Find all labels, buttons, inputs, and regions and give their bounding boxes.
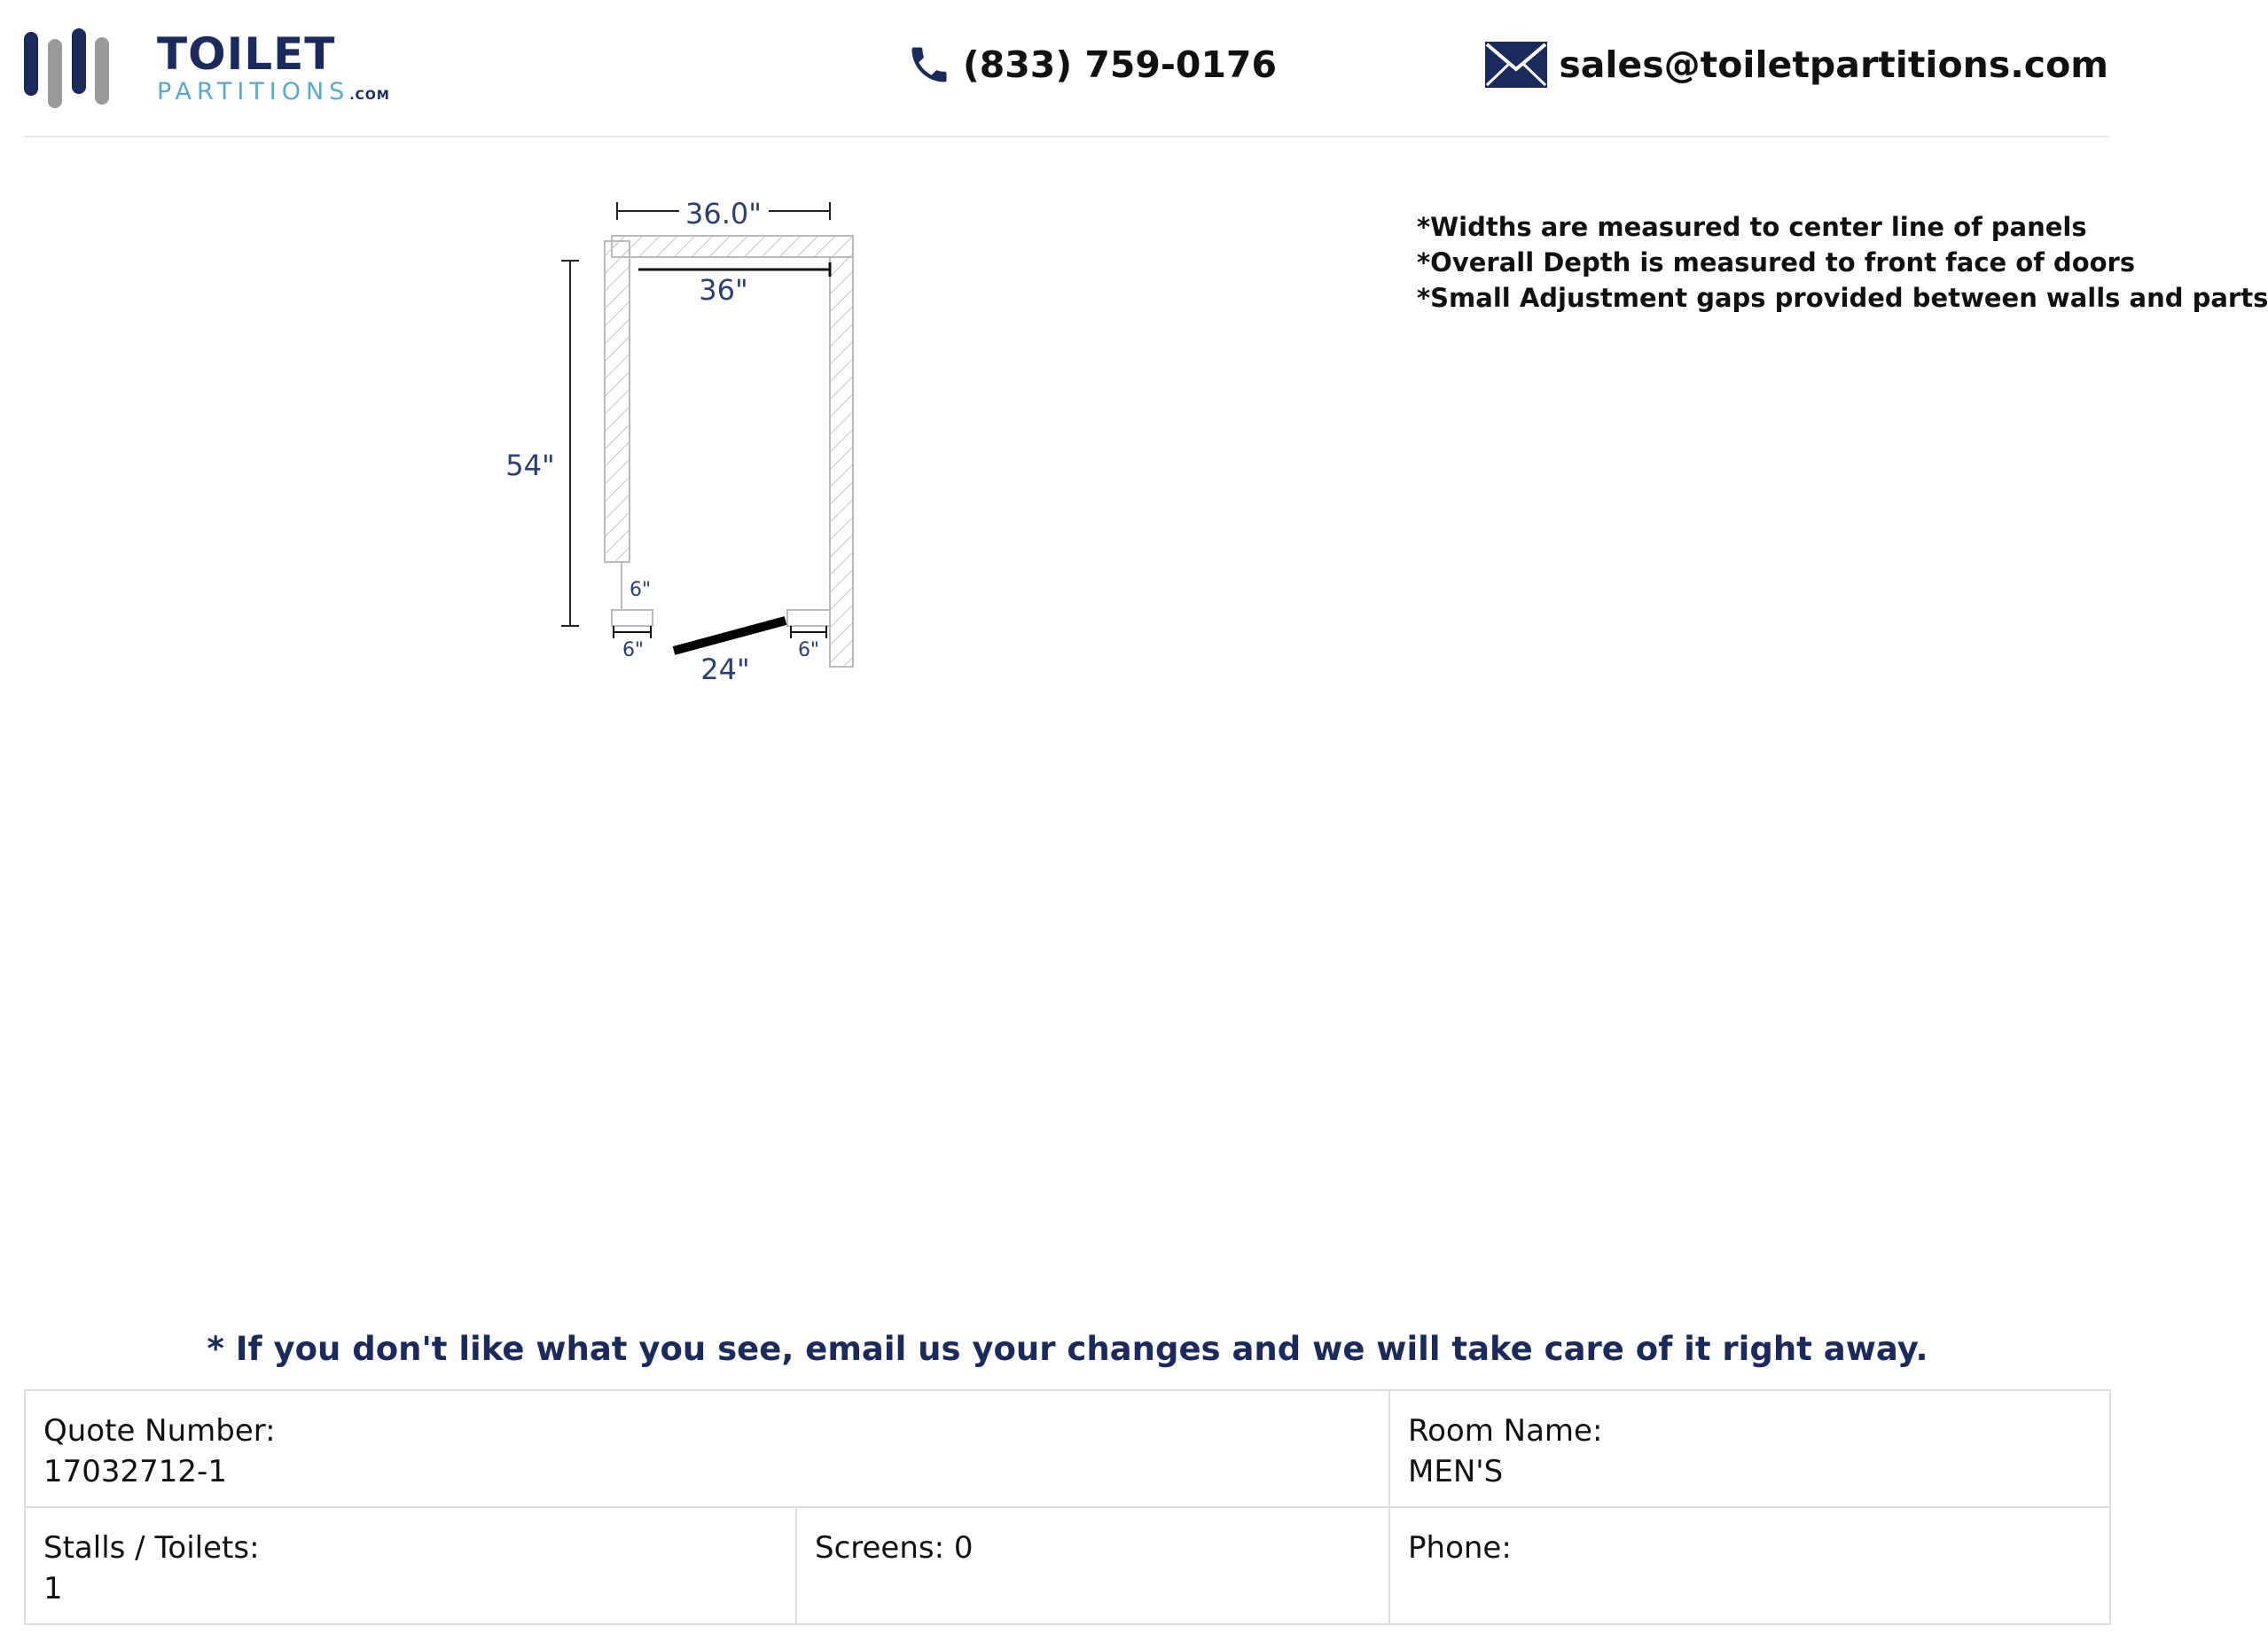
room-name-label: Room Name: <box>1408 1413 1603 1449</box>
room-name-value: MEN'S <box>1408 1454 1504 1489</box>
pilaster-gap-label: 6" <box>630 579 652 601</box>
right-pilaster <box>787 610 830 626</box>
quote-number-value: 17032712-1 <box>43 1454 227 1489</box>
phone-link[interactable] <box>906 41 1277 89</box>
quote-info-table <box>24 1389 2111 1625</box>
stalls-cell <box>25 1507 796 1624</box>
room-name-cell <box>1389 1390 2110 1507</box>
change-request-message: * If you don't like what you see, email us your changes and we will take care of it right away. <box>207 1330 1928 1368</box>
logo-word-toilet: TOILET <box>157 28 336 80</box>
phone-icon <box>906 41 952 89</box>
logo-suffix: .COM <box>349 89 390 103</box>
quote-number-cell <box>25 1390 1389 1507</box>
stall-drawing <box>0 0 887 709</box>
quote-number-label: Quote Number: <box>43 1413 276 1449</box>
phone-number: (833) 759-0176 <box>963 43 1278 86</box>
left-panel <box>605 241 630 562</box>
overall-width-label: 36.0" <box>685 197 762 231</box>
phone-cell <box>1389 1507 2110 1624</box>
note-line: *Widths are measured to center line of panels <box>1417 212 2087 242</box>
envelope-icon <box>1484 41 1548 89</box>
door <box>674 621 786 651</box>
email-address: sales@toiletpartitions.com <box>1559 43 2108 86</box>
screens-cell <box>796 1507 1389 1624</box>
right-pilaster-label: 6" <box>797 639 820 661</box>
measurement-notes <box>1417 209 2268 316</box>
right-wall <box>830 257 853 667</box>
left-pilaster-label: 6" <box>622 639 645 661</box>
logo-word-partitions-text: PARTITIONS <box>157 78 350 106</box>
note-line: *Small Adjustment gaps provided between walls and parts <box>1417 283 2268 313</box>
door-width-label: 24" <box>700 653 750 686</box>
inner-width-label: 36" <box>699 273 748 307</box>
stalls-value: 1 <box>43 1571 63 1606</box>
screens-label: Screens: 0 <box>815 1530 974 1566</box>
note-line: *Overall Depth is measured to front face of doors <box>1417 247 2136 277</box>
back-wall <box>612 236 853 257</box>
stalls-label: Stalls / Toilets: <box>43 1530 260 1566</box>
left-pilaster <box>612 610 653 626</box>
phone-label: Phone: <box>1408 1530 1512 1566</box>
depth-label: 54" <box>505 449 555 482</box>
email-link[interactable] <box>1484 41 2108 89</box>
